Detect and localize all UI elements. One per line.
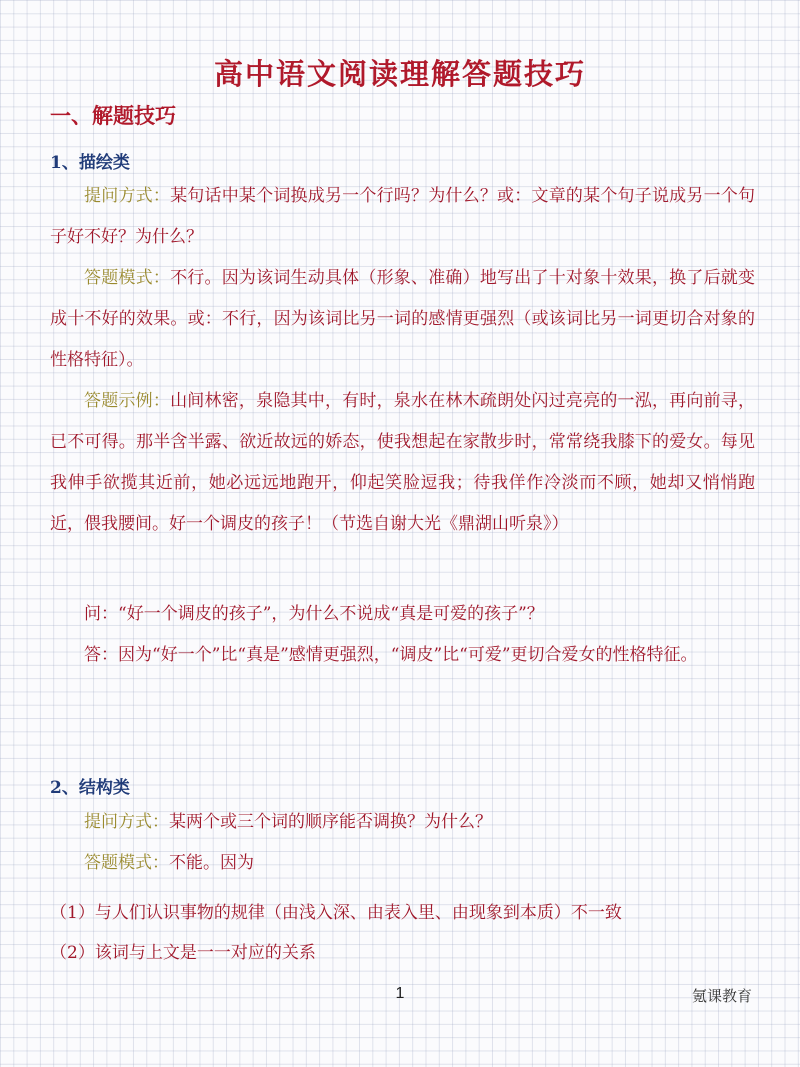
answer-model-lead: 答题模式：	[84, 268, 171, 288]
question-lead: 提问方式：	[84, 186, 171, 206]
list-item: （2）该词与上文是一一对应的关系	[50, 943, 316, 963]
example-lead: 答题示例：	[84, 391, 171, 411]
question-lead: 提问方式：	[84, 812, 169, 832]
brand-label: 氪课教育	[691, 987, 752, 1005]
answer-model-text: 不能。因为	[169, 853, 254, 873]
answer-model-lead: 答题模式：	[84, 853, 169, 873]
example-answer: 答：因为“好一个”比“真是”感情更强烈，“调皮”比“可爱”更切合爱女的性格特征。	[84, 645, 698, 665]
list-item: （1）与人们认识事物的规律（由浅入深、由表入里、由现象到本质）不一致	[50, 903, 622, 923]
answer-model-paragraph	[50, 843, 755, 884]
question-paragraph	[50, 802, 755, 843]
example-text: 山间林密，泉隐其中，有时，泉水在林木疏朗处闪过亮亮的一泓，再向前寻，已不可得。那半含半露、欲近故远的娇态，使我想起在家散步时，常常绕我膝下的爱女。每见我伸手欲揽其近前，她必远远地跑开，仰起笑脸逗我；待我佯作冷淡而不顾，她却又悄悄跑近，偎我腰间。好一个调皮的孩子！（节选自谢大光《鼎湖山听泉》）	[50, 391, 756, 534]
subsection-heading: 2、结构类	[50, 778, 130, 798]
page-number: 1	[395, 985, 405, 1002]
example-question: 问：“好一个调皮的孩子”，为什么不说成“真是可爱的孩子”？	[84, 604, 544, 624]
question-text: 某两个或三个词的顺序能否调换？为什么？	[169, 812, 492, 832]
question-text: 某句话中某个词换成另一个行吗？为什么？或：文章的某个句子说成另一个句子好不好？为什么？	[50, 186, 756, 247]
page-title: 高中语文阅读理解答题技巧	[213, 57, 586, 91]
question-paragraph	[50, 176, 755, 258]
section-heading: 一、解题技巧	[50, 103, 176, 128]
answer-model-paragraph	[50, 258, 755, 381]
answer-model-text: 不行。因为该词生动具体（形象、准确）地写出了十对象十效果，换了后就变成十不好的效果。或：不行，因为该词比另一词的感情更强烈（或该词比另一词更切合对象的性格特征）。	[50, 268, 756, 370]
subsection-heading: 1、描绘类	[50, 153, 130, 173]
example-paragraph	[50, 381, 755, 545]
